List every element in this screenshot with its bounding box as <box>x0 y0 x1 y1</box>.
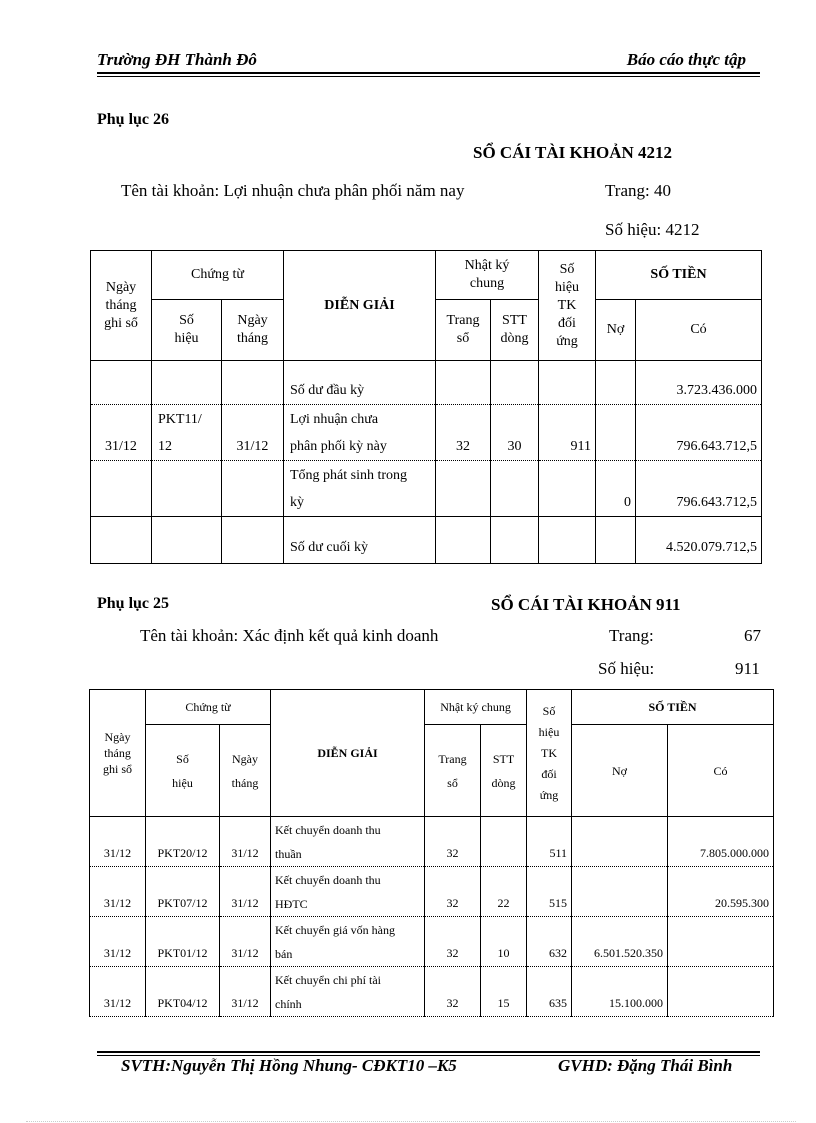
table-cell: 4.520.079.712,5 <box>636 517 762 564</box>
table-row <box>90 917 774 967</box>
table-cell <box>91 361 152 405</box>
table-cell: 31/12 <box>220 817 271 867</box>
header-rule <box>97 76 760 77</box>
table-row <box>91 461 762 517</box>
table-cell: 7.805.000.000 <box>668 817 774 867</box>
table-cell: 635 <box>527 967 572 1017</box>
col-credit-header: Có <box>668 725 774 817</box>
table-cell: 515 <box>527 867 572 917</box>
table-cell <box>539 461 596 517</box>
appendix-25-account-name: Tên tài khoản: Xác định kết quả kinh doanh <box>140 626 439 645</box>
table-cell <box>152 517 222 564</box>
table-cell: 6.501.520.350 <box>572 917 668 967</box>
table-cell: 31/12 <box>220 917 271 967</box>
table-cell: 32 <box>425 967 481 1017</box>
col-debit-header: Nợ <box>596 300 636 361</box>
table-cell <box>152 461 222 517</box>
table-cell: 31/12 <box>220 967 271 1017</box>
school-name: Trường ĐH Thành Đô <box>97 50 257 69</box>
appendix-25-label: Phụ lục 25 <box>97 595 170 612</box>
table-cell: 15.100.000 <box>572 967 668 1017</box>
col-voucher-no-header: Số hiệu <box>152 300 222 361</box>
table-cell <box>436 517 491 564</box>
col-amount-header: SỐ TIỀN <box>572 690 774 725</box>
table-cell: PKT11/ 12 <box>152 405 222 461</box>
col-contra-header: Số hiệu TK đối ứng <box>527 690 572 817</box>
col-journal-header: Nhật ký chung <box>425 690 527 725</box>
col-journal-page-header: Trang sổ <box>425 725 481 817</box>
table-cell <box>222 517 284 564</box>
table-cell <box>572 817 668 867</box>
table-cell <box>668 967 774 1017</box>
col-journal-line-header: STT dòng <box>481 725 527 817</box>
table-cell: Kết chuyển doanh thu HĐTC <box>271 867 425 917</box>
table-cell: 3.723.436.000 <box>636 361 762 405</box>
col-journal-page-header: Trang sổ <box>436 300 491 361</box>
table-cell <box>668 917 774 967</box>
table-cell: Lợi nhuận chưa phân phối kỳ này <box>284 405 436 461</box>
ledger-table-911 <box>89 689 774 1017</box>
table-cell: Số dư đầu kỳ <box>284 361 436 405</box>
page-edge-dots <box>26 1121 796 1122</box>
col-voucher-header: Chứng từ <box>146 690 271 725</box>
table-cell: PKT20/12 <box>146 817 220 867</box>
table-cell: 0 <box>596 461 636 517</box>
appendix-26-label: Phụ lục 26 <box>97 111 170 128</box>
appendix-25-page-label: Trang: <box>609 626 654 645</box>
table-cell <box>539 517 596 564</box>
appendix-25-account-no-value: 911 <box>735 659 760 678</box>
table-cell: 31/12 <box>220 867 271 917</box>
col-journal-header: Nhật ký chung <box>436 251 539 300</box>
table-cell: 31/12 <box>91 405 152 461</box>
col-desc-header: DIỄN GIẢI <box>284 251 436 361</box>
table-cell: 31/12 <box>222 405 284 461</box>
table-row <box>91 361 762 405</box>
table-cell <box>596 517 636 564</box>
table-cell: 31/12 <box>90 817 146 867</box>
col-date-header: Ngày tháng ghi sổ <box>91 251 152 361</box>
table-cell: Kết chuyển doanh thu thuần <box>271 817 425 867</box>
table-cell: 31/12 <box>90 867 146 917</box>
col-debit-header: Nợ <box>572 725 668 817</box>
table-cell: PKT01/12 <box>146 917 220 967</box>
col-credit-header: Có <box>636 300 762 361</box>
table-row <box>90 967 774 1017</box>
table-cell: 632 <box>527 917 572 967</box>
table-row <box>91 405 762 461</box>
footer-student: SVTH:Nguyễn Thị Hồng Nhung- CĐKT10 –K5 <box>121 1056 457 1075</box>
col-voucher-header: Chứng từ <box>152 251 284 300</box>
table-cell <box>222 361 284 405</box>
table-cell: Tổng phát sinh trong kỳ <box>284 461 436 517</box>
appendix-26-title: SỔ CÁI TÀI KHOẢN 4212 <box>473 143 672 162</box>
table-cell <box>222 461 284 517</box>
table-cell <box>491 361 539 405</box>
table-cell: 31/12 <box>90 917 146 967</box>
table-cell: 32 <box>425 917 481 967</box>
table-cell: 796.643.712,5 <box>636 461 762 517</box>
table-cell: Kết chuyển chi phí tài chính <box>271 967 425 1017</box>
col-voucher-no-header: Số hiệu <box>146 725 220 817</box>
table-cell <box>491 517 539 564</box>
table-cell <box>596 361 636 405</box>
table-cell: 15 <box>481 967 527 1017</box>
table-cell: 22 <box>481 867 527 917</box>
page-header <box>97 48 760 74</box>
col-journal-line-header: STT dòng <box>491 300 539 361</box>
table-cell: Số dư cuối kỳ <box>284 517 436 564</box>
table-cell: 31/12 <box>90 967 146 1017</box>
table-cell: Kết chuyển giá vốn hàng bán <box>271 917 425 967</box>
table-cell: 32 <box>425 867 481 917</box>
table-cell: PKT07/12 <box>146 867 220 917</box>
table-cell <box>152 361 222 405</box>
table-cell: 32 <box>436 405 491 461</box>
table-cell <box>596 405 636 461</box>
col-voucher-date-header: Ngày tháng <box>220 725 271 817</box>
table-cell <box>539 361 596 405</box>
col-desc-header: DIỄN GIẢI <box>271 690 425 817</box>
ledger-table-4212 <box>90 250 762 564</box>
table-row <box>90 867 774 917</box>
table-cell: 911 <box>539 405 596 461</box>
table-cell <box>91 517 152 564</box>
table-row <box>91 517 762 564</box>
col-amount-header: SỐ TIỀN <box>596 251 762 300</box>
table-cell: 796.643.712,5 <box>636 405 762 461</box>
table-cell: PKT04/12 <box>146 967 220 1017</box>
table-cell <box>491 461 539 517</box>
table-cell: 10 <box>481 917 527 967</box>
table-cell <box>436 361 491 405</box>
appendix-26-account-no: Số hiệu: 4212 <box>605 220 700 239</box>
table-cell <box>572 867 668 917</box>
col-contra-header: Số hiệu TK đối ứng <box>539 251 596 361</box>
table-cell <box>91 461 152 517</box>
table-cell: 20.595.300 <box>668 867 774 917</box>
table-cell: 30 <box>491 405 539 461</box>
footer-advisor: GVHD: Đặng Thái Bình <box>558 1056 733 1075</box>
report-title: Báo cáo thực tập <box>626 50 746 69</box>
appendix-26-account-name: Tên tài khoản: Lợi nhuận chưa phân phối năm nay <box>121 181 465 200</box>
appendix-25-title: SỔ CÁI TÀI KHOẢN 911 <box>491 595 681 614</box>
appendix-26-page: Trang: 40 <box>605 181 671 200</box>
footer-rule <box>97 1051 760 1053</box>
table-cell <box>481 817 527 867</box>
table-cell: 511 <box>527 817 572 867</box>
table-cell: 32 <box>425 817 481 867</box>
appendix-25-page-value: 67 <box>744 626 761 645</box>
appendix-25-account-no-label: Số hiệu: <box>598 659 655 678</box>
col-voucher-date-header: Ngày tháng <box>222 300 284 361</box>
table-cell <box>436 461 491 517</box>
table-row <box>90 817 774 867</box>
col-date-header: Ngày tháng ghi sổ <box>90 690 146 817</box>
